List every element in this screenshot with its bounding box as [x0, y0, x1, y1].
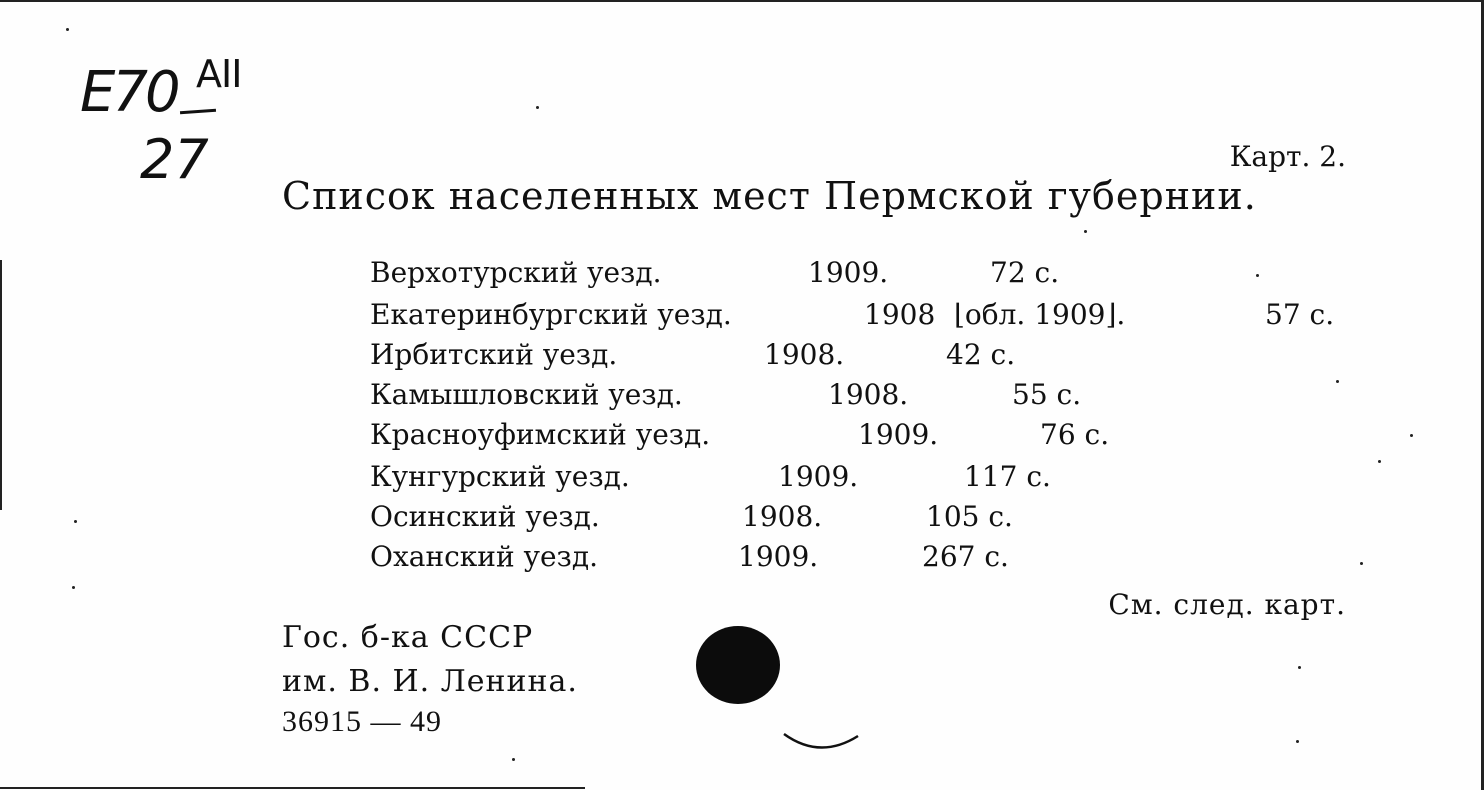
entry-name: Екатеринбургский уезд. [370, 298, 732, 331]
entry-year: 1909. [808, 256, 889, 289]
list-item [370, 418, 1140, 458]
see-next-card: См. след. карт. [1108, 588, 1346, 621]
entry-name: Осинский уезд. [370, 500, 600, 533]
entry-pages: 267 с. [922, 540, 1009, 573]
entry-year: 1909. [738, 540, 819, 573]
entry-name: Ирбитский уезд. [370, 338, 618, 371]
scan-speck [1336, 380, 1339, 383]
entry-year: 1908. [742, 500, 823, 533]
scan-speck [74, 520, 77, 523]
scan-edge-top [0, 0, 1484, 2]
entry-year: 1908 [864, 298, 936, 331]
punch-hole-shadow-curve [780, 720, 864, 754]
list-item [370, 378, 1110, 418]
entry-pages: 117 с. [964, 460, 1051, 493]
entry-pages: 105 с. [926, 500, 1013, 533]
scan-speck [1296, 740, 1299, 743]
shelfmark-underline [180, 109, 216, 115]
entry-year: 1908. [828, 378, 909, 411]
scan-speck [1360, 562, 1363, 565]
list-item [370, 298, 1346, 338]
entry-name: Красноуфимский уезд. [370, 418, 711, 451]
list-item [370, 338, 1070, 378]
scan-edge-bottom [0, 787, 585, 789]
entry-year: 1909. [858, 418, 939, 451]
scan-speck [1256, 274, 1259, 277]
entry-note: ⌊обл. 1909⌋. [954, 298, 1126, 331]
card-title: Список населенных мест Пермской губернии. [282, 174, 1257, 218]
entry-pages: 55 с. [1012, 378, 1082, 411]
entry-pages: 76 с. [1040, 418, 1110, 451]
scan-speck [72, 586, 75, 589]
scan-speck [1084, 230, 1087, 233]
scan-speck [512, 758, 515, 761]
shelfmark-number: 27 [140, 128, 209, 191]
entry-pages: 42 с. [946, 338, 1016, 371]
shelfmark-main: E70 [80, 60, 178, 125]
list-item [370, 500, 1040, 540]
entry-name: Оханский уезд. [370, 540, 598, 573]
punch-hole [696, 626, 780, 704]
library-name-line2: им. В. И. Ленина. [282, 664, 578, 699]
card-number: Карт. 2. [1229, 140, 1346, 173]
entry-year: 1909. [778, 460, 859, 493]
list-item [370, 460, 1070, 500]
shelfmark-superscript: AII [196, 52, 242, 96]
scan-speck [66, 28, 69, 31]
scan-speck [1378, 460, 1381, 463]
entry-year: 1908. [764, 338, 845, 371]
library-name-line1: Гос. б-ка СССР [282, 620, 534, 655]
entry-name: Кунгурский уезд. [370, 460, 630, 493]
entry-name: Верхотурский уезд. [370, 256, 662, 289]
entry-name: Камышловский уезд. [370, 378, 683, 411]
scan-edge-left [0, 260, 2, 510]
scan-speck [1298, 666, 1301, 669]
entry-pages: 72 с. [990, 256, 1060, 289]
scan-speck [1410, 434, 1413, 437]
list-item [370, 256, 1130, 296]
scan-speck [536, 106, 539, 109]
library-accession-number: 36915 — 49 [282, 705, 442, 738]
entry-pages: 57 с. [1265, 298, 1335, 331]
list-item [370, 540, 1030, 580]
